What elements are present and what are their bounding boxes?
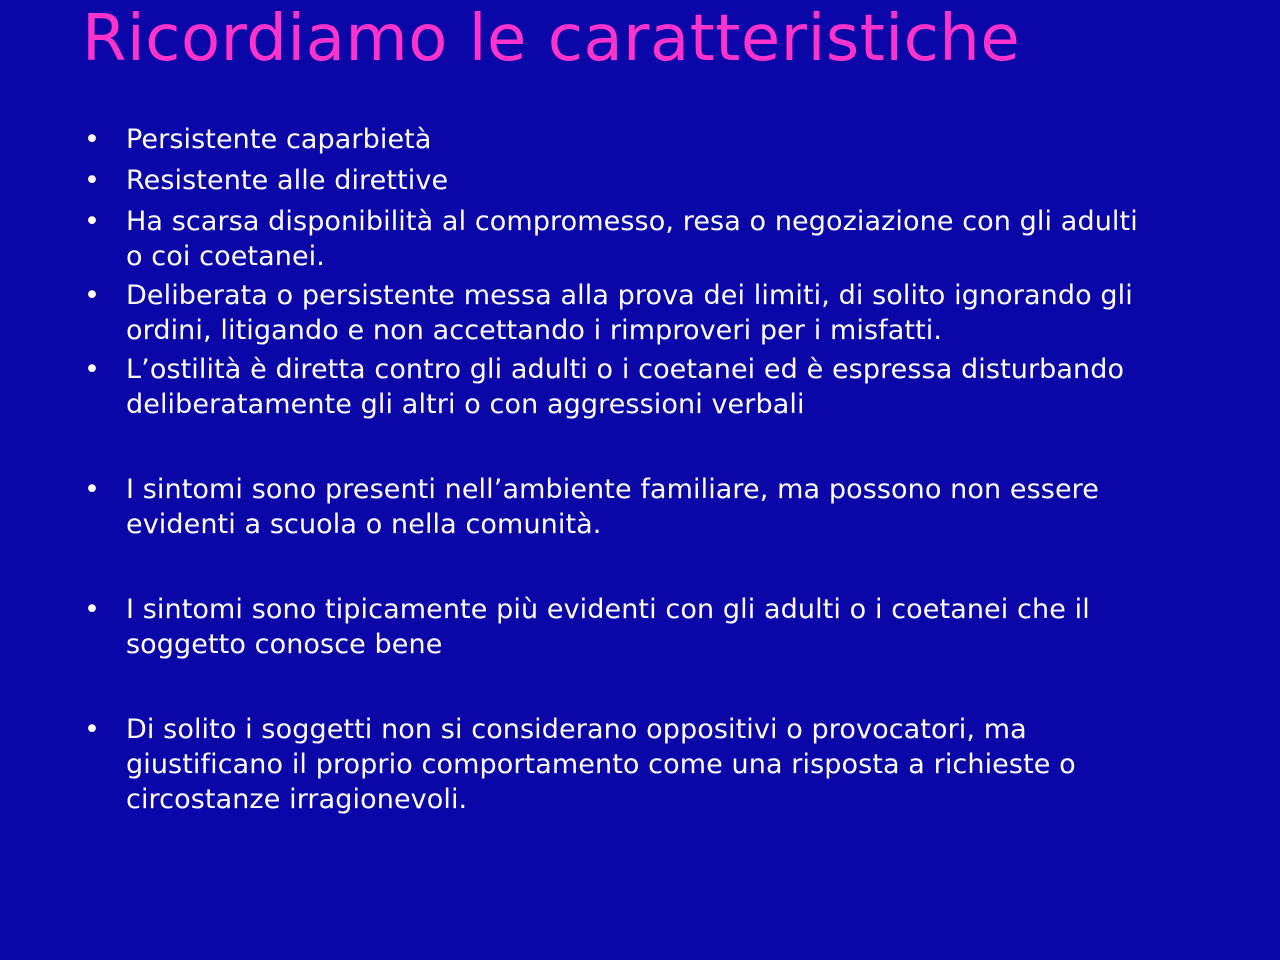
bullet-text: Deliberata o persistente messa alla prova dei limiti, di solito ignorando gli ordini, litigando e non accettando i rimproveri per i misfatti. [126,280,1133,346]
bullet-item [0,472,1156,542]
bullet-marker: • [84,594,101,625]
slide-title: Ricordiamo le caratteristiche [82,2,1021,76]
bullet-item [0,352,1156,422]
bullet-marker: • [84,474,101,505]
bullet-text: I sintomi sono tipicamente più evidenti con gli adulti o i coetanei che il soggetto conosce bene [126,594,1090,660]
bullet-marker: • [84,280,101,311]
bullet-text: Persistente caparbietà [126,124,432,155]
bullet-marker: • [84,354,101,385]
bullet-text: I sintomi sono presenti nell’ambiente familiare, ma possono non essere evidenti a scuola o nella comunità. [126,474,1099,540]
bullet-item [0,712,1156,817]
bullet-marker: • [84,165,101,196]
bullet-item [0,122,1156,157]
bullet-text: Di solito i soggetti non si considerano oppositivi o provocatori, ma giustificano il proprio comportamento come una risposta a richieste o circostanze irragionevoli. [126,714,1076,815]
bullet-item [0,592,1156,662]
bullet-marker: • [84,206,101,237]
bullet-marker: • [84,714,101,745]
bullet-item [0,278,1156,348]
bullet-marker: • [84,124,101,155]
bullet-item [0,163,1156,198]
bullet-text: Resistente alle direttive [126,165,449,196]
bullet-list [0,122,1280,817]
bullet-text: Ha scarsa disponibilità al compromesso, resa o negoziazione con gli adulti o coi coetanei. [126,206,1138,272]
bullet-item [0,204,1156,274]
bullet-text: L’ostilità è diretta contro gli adulti o i coetanei ed è espressa disturbando deliberatamente gli altri o con aggressioni verbali [126,354,1125,420]
